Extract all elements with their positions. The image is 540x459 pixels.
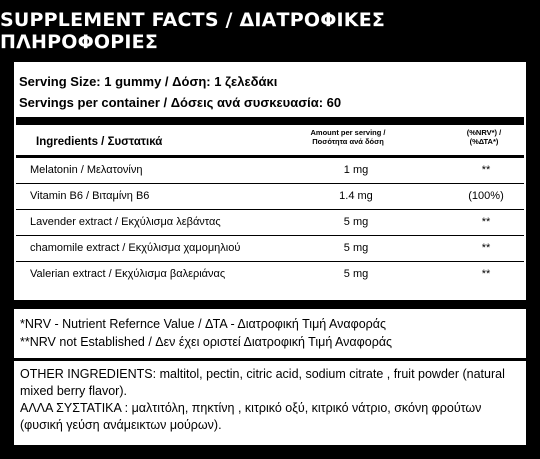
table-row [16, 159, 524, 184]
other-ingredients-greek: ΑΛΛΑ ΣΥΣΤΑΤΙΚΑ : μαλτιτόλη, πηκτίνη , κιτρικό οξύ, κιτρικό νάτριο, σκόνη φρούτων (φυσική γεύση ανάμεικτων μούρων). [20, 401, 482, 432]
header-nrv-line2: (%ΔΤΑ*) [469, 137, 499, 146]
header-divider [16, 155, 524, 158]
nrv-notes-panel [14, 309, 526, 358]
other-ingredients-text [20, 366, 520, 434]
ingredient-name: chamomile extract / Εκχύλισμα χαμομηλιού [30, 242, 241, 254]
header-nrv [446, 128, 522, 146]
table-row [16, 211, 524, 236]
table-row [16, 185, 524, 210]
servings-per-container: Servings per container / Δόσεις ανά συσκευασία: 60 [19, 95, 342, 110]
not-established-note: **NRV not Established / Δεν έχει οριστεί Διατροφική Τιμή Αναφοράς [20, 335, 393, 349]
page-title: SUPPLEMENT FACTS / ΔΙΑΤΡΟΦΙΚΕΣ ΠΛΗΡΟΦΟΡΙΕΣ [0, 9, 386, 53]
ingredient-name: Vitamin B6 / Βιταμίνη Β6 [30, 190, 150, 202]
table-row [16, 263, 524, 289]
thick-divider [16, 117, 524, 125]
other-ingredients-english: OTHER INGREDIENTS: maltitol, pectin, citric acid, sodium citrate , fruit powder (natural mixed berry flavor). [20, 367, 505, 398]
serving-size: Serving Size: 1 gummy / Δόση: 1 ζελεδάκι [19, 74, 278, 89]
ingredient-nrv: ** [481, 268, 491, 280]
ingredient-amount: 5 mg [343, 216, 369, 228]
supplement-facts-panel [14, 62, 526, 300]
table-row [16, 237, 524, 262]
header-amount-line2: Ποσότητα ανά δόση [312, 137, 384, 146]
ingredient-amount: 5 mg [343, 268, 369, 280]
ingredient-amount: 1.4 mg [339, 190, 373, 202]
ingredient-nrv: ** [481, 242, 491, 254]
ingredient-name: Valerian extract / Εκχύλισμα βαλεριάνας [30, 268, 226, 280]
header-ingredients: Ingredients / Συστατικά [36, 136, 163, 148]
ingredient-nrv: ** [481, 216, 491, 228]
header-amount-line1: Amount per serving / [310, 128, 386, 137]
header-nrv-line1: (%NRV*) / [466, 128, 502, 137]
ingredient-amount: 1 mg [343, 164, 369, 176]
ingredient-name: Melatonin / Μελατονίνη [30, 164, 143, 176]
header-amount [288, 128, 408, 146]
other-ingredients-panel [14, 361, 526, 445]
nrv-note: *NRV - Nutrient Refernce Value / ΔΤΑ - Διατροφική Τιμή Αναφοράς [20, 317, 387, 331]
ingredient-amount: 5 mg [343, 242, 369, 254]
ingredient-nrv: (100%) [468, 190, 504, 202]
ingredient-nrv: ** [481, 164, 491, 176]
ingredient-name: Lavender extract / Εκχύλισμα λεβάντας [30, 216, 221, 228]
